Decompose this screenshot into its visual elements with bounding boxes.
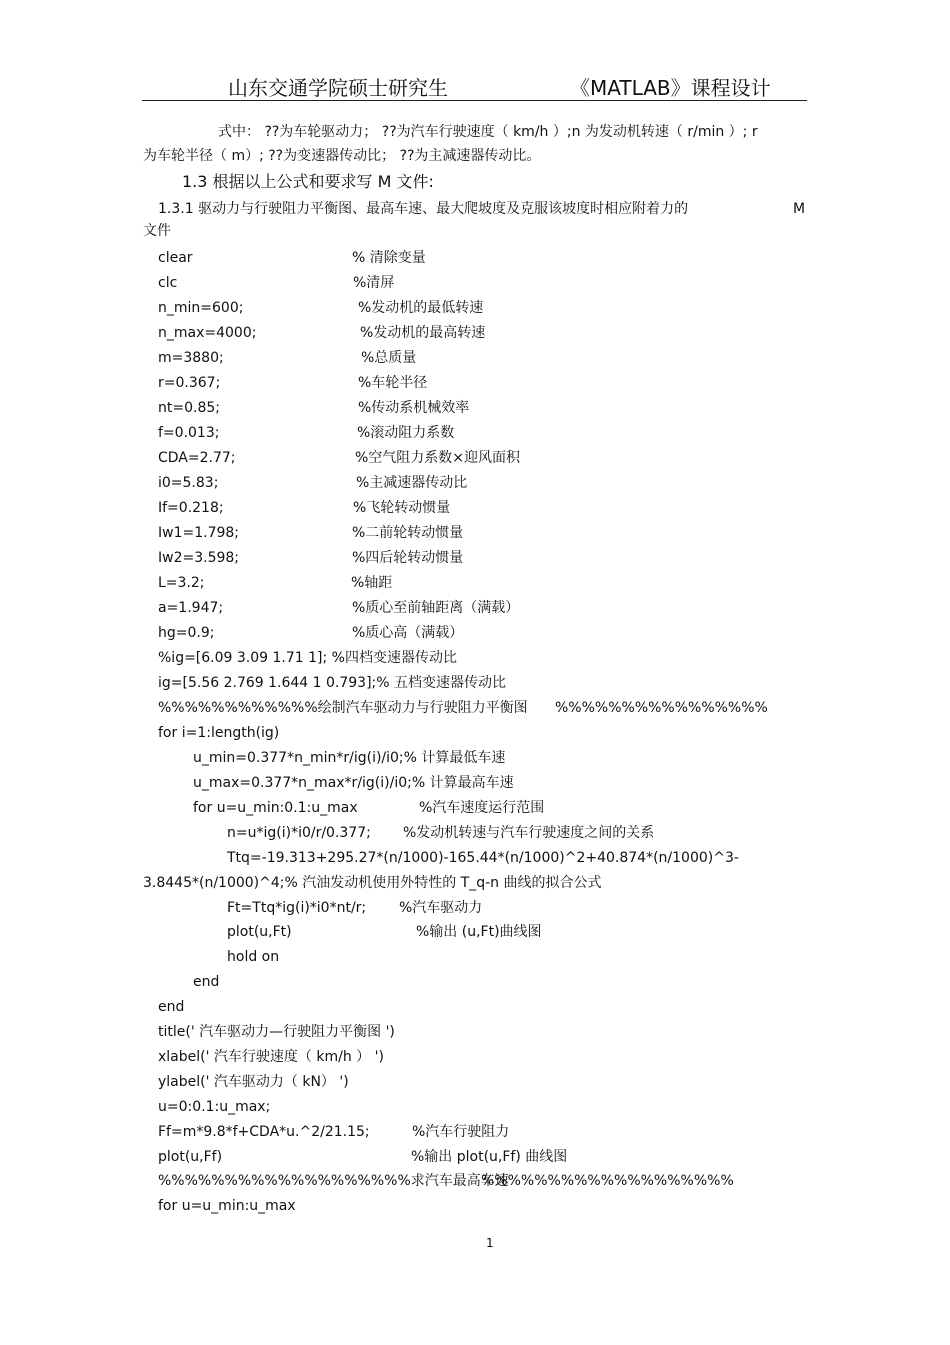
- code-line: ylabel(' 汽车驱动力（ kN） '): [158, 1074, 349, 1090]
- code-line: plot(u,Ff): [158, 1149, 223, 1165]
- code-comment: %%%%%%%%%%%%%%%%: [555, 700, 768, 716]
- code-line: r=0.367;: [158, 375, 221, 391]
- intro-line-1: 式中： ??为车轮驱动力； ??为汽车行驶速度（ km/h ）;n 为发动机转速（ r/min ）; r: [218, 124, 758, 140]
- code-line: %%%%%%%%%%%%%%%%%%%求汽车最高车速: [158, 1173, 509, 1189]
- code-line: CDA=2.77;: [158, 450, 236, 466]
- code-comment: %传动系机械效率: [358, 400, 470, 416]
- code-comment: %发动机的最低转速: [358, 300, 484, 316]
- code-line: Ttq=-19.313+295.27*(n/1000)-165.44*(n/1000)^2+40.874*(n/1000)^3-: [227, 850, 739, 866]
- header-rule: [142, 100, 807, 101]
- code-line: If=0.218;: [158, 500, 224, 516]
- code-comment: %二前轮转动惯量: [352, 525, 464, 541]
- code-line: Iw1=1.798;: [158, 525, 240, 541]
- intro-line-2: 为车轮半径（ m）; ??为变速器传动比； ??为主减速器传动比。: [143, 148, 541, 164]
- code-line: i0=5.83;: [158, 475, 219, 491]
- code-line: for u=u_min:u_max: [158, 1198, 296, 1214]
- code-comment: %汽车速度运行范围: [419, 800, 545, 816]
- code-line: f=0.013;: [158, 425, 220, 441]
- code-line: for u=u_min:0.1:u_max: [193, 800, 358, 816]
- code-line: 3.8445*(n/1000)^4;% 汽油发动机使用外特性的 T_q-n 曲线的拟合公式: [143, 875, 602, 891]
- subsection-line-1: 1.3.1 驱动力与行驶阻力平衡图、最高车速、最大爬坡度及克服该坡度时相应附着力的: [158, 201, 689, 217]
- code-line: hg=0.9;: [158, 625, 215, 641]
- code-comment: %轴距: [351, 575, 393, 591]
- header-left: 山东交通学院硕士研究生: [228, 76, 448, 100]
- code-comment: % 清除变量: [352, 250, 426, 266]
- code-line: end: [193, 974, 220, 990]
- code-line: Iw2=3.598;: [158, 550, 240, 566]
- code-line: n_max=4000;: [158, 325, 257, 341]
- code-comment: %汽车驱动力: [399, 900, 483, 916]
- code-line: %%%%%%%%%%%%绘制汽车驱动力与行驶阻力平衡图: [158, 700, 528, 716]
- subsection-m: M: [793, 201, 806, 217]
- subsection-line-2: 文件: [143, 223, 171, 239]
- code-line: nt=0.85;: [158, 400, 220, 416]
- code-line: end: [158, 999, 185, 1015]
- code-line: plot(u,Ft): [227, 924, 292, 940]
- code-line: Ff=m*9.8*f+CDA*u.^2/21.15;: [158, 1124, 370, 1140]
- code-line: ig=[5.56 2.769 1.644 1 0.793];% 五档变速器传动比: [158, 675, 507, 691]
- code-comment: %总质量: [361, 350, 417, 366]
- code-comment: %发动机转速与汽车行驶速度之间的关系: [403, 825, 655, 841]
- code-line: L=3.2;: [158, 575, 205, 591]
- code-comment: %滚动阻力系数: [357, 425, 455, 441]
- code-line: u_max=0.377*n_max*r/ig(i)/i0;% 计算最高车速: [193, 775, 514, 791]
- code-line: a=1.947;: [158, 600, 224, 616]
- code-line: n_min=600;: [158, 300, 244, 316]
- code-comment: %空气阻力系数×迎风面积: [355, 450, 521, 466]
- code-line: u_min=0.377*n_min*r/ig(i)/i0;% 计算最低车速: [193, 750, 506, 766]
- code-comment: %发动机的最高转速: [360, 325, 486, 341]
- code-comment: %主减速器传动比: [356, 475, 468, 491]
- code-line: %ig=[6.09 3.09 1.71 1]; %四档变速器传动比: [158, 650, 457, 666]
- page-number: 1: [486, 1236, 494, 1250]
- code-line: xlabel(' 汽车行驶速度（ km/h ） '): [158, 1049, 384, 1065]
- code-comment: %质心至前轴距离（满载）: [352, 600, 520, 616]
- code-comment: %输出 plot(u,Ff) 曲线图: [411, 1149, 568, 1165]
- section-heading: 1.3 根据以上公式和要求写 M 文件:: [182, 172, 434, 191]
- code-line: m=3880;: [158, 350, 224, 366]
- code-comment: %飞轮转动惯量: [353, 500, 451, 516]
- code-line: u=0:0.1:u_max;: [158, 1099, 271, 1115]
- code-comment: %输出 (u,Ft)曲线图: [416, 924, 542, 940]
- code-line: title(' 汽车驱动力—行驶阻力平衡图 '): [158, 1024, 395, 1040]
- code-line: clc: [158, 275, 178, 291]
- code-line: n=u*ig(i)*i0/r/0.377;: [227, 825, 371, 841]
- code-comment: %清屏: [353, 275, 395, 291]
- code-comment: %车轮半径: [358, 375, 428, 391]
- code-comment: %%%%%%%%%%%%%%%%%%%: [481, 1173, 734, 1189]
- code-line: for i=1:length(ig): [158, 725, 280, 741]
- code-line: Ft=Ttq*ig(i)*i0*nt/r;: [227, 900, 367, 916]
- code-comment: %四后轮转动惯量: [352, 550, 464, 566]
- header-right: 《MATLAB》课程设计: [570, 76, 771, 100]
- code-line: hold on: [227, 949, 280, 965]
- code-comment: %汽车行驶阻力: [412, 1124, 510, 1140]
- code-comment: %质心高（满载）: [352, 625, 464, 641]
- code-line: clear: [158, 250, 193, 266]
